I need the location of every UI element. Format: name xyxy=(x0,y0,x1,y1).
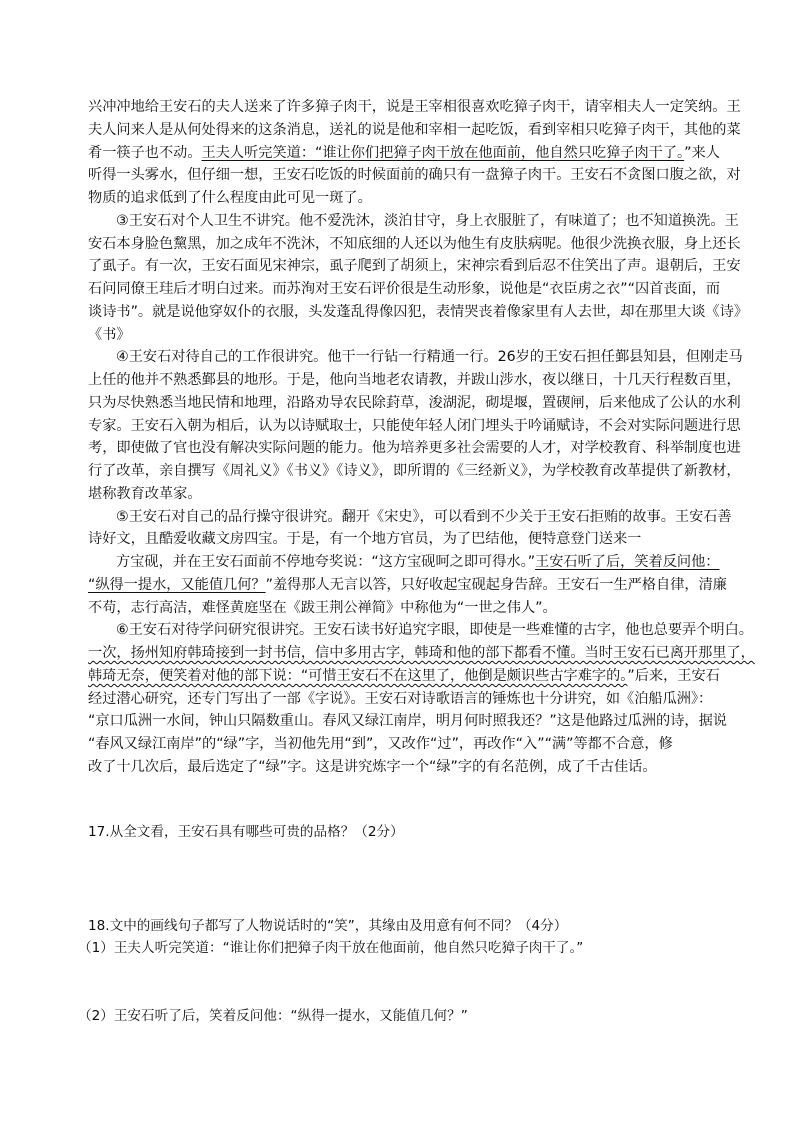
text-segment: ”羞得那人无言以答，只好收起宝砚起身告辞。王安石一生严格自律，清廉 xyxy=(265,576,727,593)
text-line xyxy=(88,415,741,438)
text-segment: 行了改革，亲自撰写《周礼义》《书义》《诗义》，即所谓的《三经新义》，为学校教育改革提供了新教材， xyxy=(88,463,741,479)
text-line xyxy=(88,301,748,324)
question-18-part-1: （1）王夫人听完笑道：“谁让你们把獐子肉干放在他面前，他自然只吃獐子肉干了。” xyxy=(78,940,584,956)
text-line xyxy=(88,665,728,688)
text-segment: 肴一筷子也不动。 xyxy=(88,144,202,161)
text-segment: ④王安石对待自己的工作很讲究。他干一行钻一行精通一行。26岁的王安石担任鄞县知县，但刚走马 xyxy=(116,349,743,366)
text-line xyxy=(88,483,728,506)
paragraph xyxy=(88,506,732,620)
text-segment: 诗好文，且酷爱收藏文房四宝。于是，有一个地方官员，为了巴结他，便特意登门送来一 xyxy=(88,531,642,548)
text-line xyxy=(88,369,741,392)
text-segment: 改了十几次后，最后选定了“绿”字。这是讲究炼字一个“绿”字的有名范例，成了千古佳话。 xyxy=(88,758,657,775)
text-line xyxy=(88,710,728,733)
text-segment: 夫人问来人是从何处得来的这条消息，送礼的说是他和宰相一起吃饭，看到宰相只吃獐子肉干，其他的菜 xyxy=(88,121,741,138)
text-line xyxy=(88,392,741,415)
text-segment: 兴冲冲地给王安石的夫人送来了许多獐子肉干，说是王宰相很喜欢吃獐子肉干，请宰相夫人一定笑纳。王 xyxy=(88,99,741,115)
text-line xyxy=(88,346,743,369)
question-17: 17.从全文看，王安石具有哪些可贵的品格？（2分） xyxy=(88,824,404,840)
text-segment: ”来人 xyxy=(684,144,720,161)
paragraph xyxy=(88,210,748,347)
text-line xyxy=(88,255,741,278)
text-line xyxy=(88,233,741,256)
paragraph xyxy=(88,346,743,505)
text-line xyxy=(88,619,753,642)
text-line xyxy=(88,119,741,142)
text-segment: 不苟，志行高洁，难怪黄庭坚在《跋王荆公禅简》中称他为“一世之伟人”。 xyxy=(88,599,557,616)
article-body xyxy=(88,96,755,779)
text-segment: 只为尽快熟悉当地民情和地理，沿路劝导农民除葑草，浚湖泥，砌堤堰，置碶闸，后来他成了公认的水利 xyxy=(88,394,741,411)
text-segment: 听得一头雾水，但仔细一想，王安石吃饭的时候面前的确只有一盘獐子肉干。王安石不贪图口腹之欲，对 xyxy=(88,167,741,184)
text-line xyxy=(88,597,728,620)
text-segment: “春风又绿江南岸”的“绿”字，当初他先用“到”，又改作“过”，再改作“入”“满”等都不合意，修 xyxy=(88,736,673,752)
text-line xyxy=(88,642,755,665)
text-line xyxy=(88,528,728,551)
text-line xyxy=(88,96,741,119)
text-segment: 专家。王安石入朝为相后，认为以诗赋取士，只能使年轻人闭门埋头于吟诵赋诗，不会对实际问题进行思 xyxy=(88,417,741,434)
text-segment: 考，即使做了官也没有解决实际问题的能力。他为培养更多社会需要的人才，对学校教育、科举制度也进 xyxy=(88,440,741,457)
question-18: 18.文中的画线句子都写了人物说话时的“笑”，其缘由及用意有何不同？（4分） xyxy=(88,918,568,934)
question-18-part-2: （2）王安石听了后，笑着反问他：“纵得一提水，又能值几何？” xyxy=(78,1008,468,1024)
text-segment: 经过潜心研究，还专门写出了一部《字说》。王安石对诗歌语言的锤炼也十分讲究，如《泊船瓜洲》： xyxy=(88,690,713,707)
text-line xyxy=(88,437,741,460)
underlined-sentence: 王安石听了后，笑着反问他： xyxy=(535,554,720,570)
text-segment: 谈诗书”。就是说他穿奴仆的衣服，头发蓬乱得像囚犯，表情哭丧着像家里有人去世，却在那里大谈《诗》 xyxy=(88,303,748,320)
paragraph xyxy=(88,96,741,210)
text-segment: 上任的他并不熟悉鄞县的地形。于是，他向当地老农请教，并跋山涉水，夜以继日，十几天行程数百里， xyxy=(88,372,741,388)
underlined-sentence: 韩琦无奈，便笑着对他的部下说：“可惜王安石不在这里了，他倒是颇识些古字难字的。 xyxy=(88,667,628,684)
text-line xyxy=(88,164,741,187)
underlined-sentence: “纵得一提水，又能值几何？ xyxy=(88,576,266,593)
text-segment: 方宝砚，并在王安石面前不停地夸奖说：“这方宝砚呵之即可得水。” xyxy=(116,554,536,570)
text-line xyxy=(88,574,728,597)
text-line xyxy=(88,688,728,711)
text-line xyxy=(88,324,728,347)
text-line xyxy=(88,187,728,210)
underlined-sentence: 王夫人听完笑道：“谁让你们把獐子肉干放在他面前，他自然只吃獐子肉干了。 xyxy=(201,144,685,161)
text-segment: 堪称教育改革家。 xyxy=(88,485,202,502)
paragraph xyxy=(88,619,755,778)
text-segment: ”后来，王安石 xyxy=(627,667,720,684)
underlined-sentence: 一次，扬州知府韩琦接到一封书信，信中多用古字，韩琦和他的部下都看不懂。当时王安石已离开那里了， xyxy=(88,645,755,661)
text-segment: 《书》 xyxy=(88,326,131,343)
text-segment: 安石本身脸色黧黑，加之成年不洗沐，不知底细的人还以为他生有皮肤病呢。他很少洗换衣服，身上还长 xyxy=(88,235,741,252)
text-line xyxy=(88,733,728,756)
text-segment: 石问同僚王珪后才明白过来。而苏洵对王安石评价很是生动形象，说他是“衣臣虏之衣”“囚首丧面，而 xyxy=(88,281,721,297)
text-segment: 物质的追求低到了什么程度由此可见一斑了。 xyxy=(88,190,372,206)
text-line xyxy=(88,506,732,529)
text-line xyxy=(88,210,739,233)
text-segment: ⑤王安石对自己的品行操守很讲究。翻开《宋史》，可以看到不少关于王安石拒贿的故事。王安石善 xyxy=(116,508,732,525)
text-line xyxy=(88,460,741,483)
text-line xyxy=(88,756,728,779)
text-line xyxy=(88,142,728,165)
text-line xyxy=(88,278,728,301)
text-line xyxy=(88,551,728,574)
text-segment: ③王安石对个人卫生不讲究。他不爱洗沐，淡泊甘守，身上衣服脏了，有味道了；也不知道换洗。王 xyxy=(116,212,739,229)
text-segment: ⑥王安石对待学问研究很讲究。王安石读书好追究字眼，即使是一些难懂的古字，他也总要弄个明白。 xyxy=(116,622,753,639)
text-segment: “京口瓜洲一水间，钟山只隔数重山。春风又绿江南岸，明月何时照我还？”这是他路过瓜洲的诗，据说 xyxy=(88,713,727,730)
text-segment: 了虱子。有一次，王安石面见宋神宗，虱子爬到了胡须上，宋神宗看到后忍不住笑出了声。退朝后，王安 xyxy=(88,258,741,275)
